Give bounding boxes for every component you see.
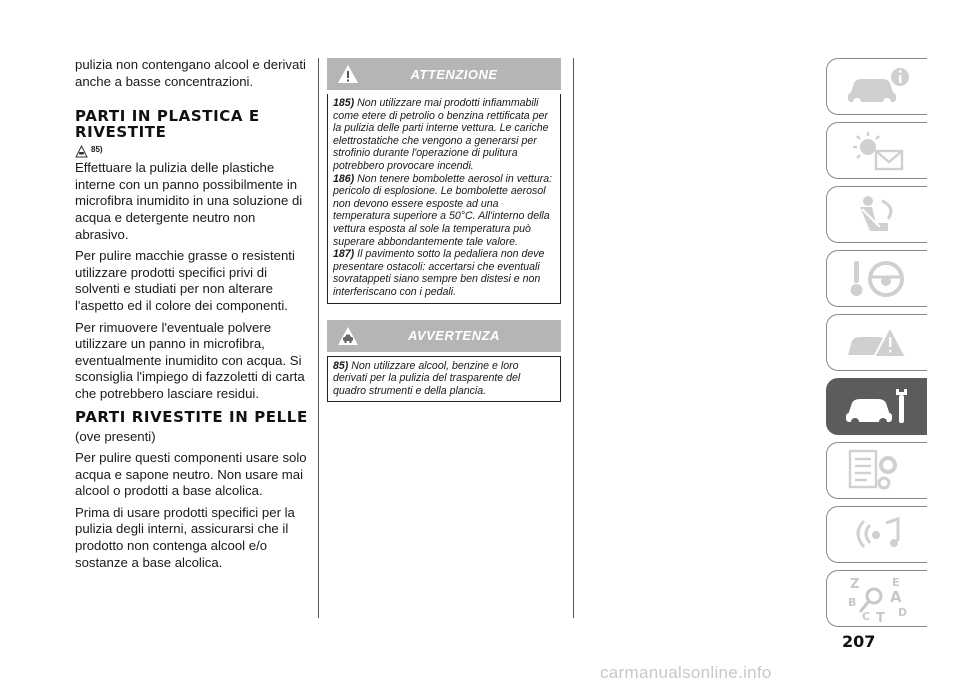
tab-maintenance[interactable] bbox=[826, 378, 927, 435]
avvertenza-item-text: Non utilizzare alcool, benzine e loro derivati per la pulizia del trasparente del quadro strumenti e della plancia. bbox=[333, 359, 521, 397]
paragraph-dust: Per rimuovere l'eventuale polvere utilizzare un panno in microfibra, eventualmente inumidito con acqua. Si sconsiglia l'impiego di fazzoletti di carta che potrebbero lasciare residui. bbox=[75, 319, 305, 401]
attenzione-body bbox=[327, 94, 561, 304]
attenzione-title: ATTENZIONE bbox=[410, 66, 498, 82]
media-icon bbox=[842, 513, 912, 557]
index-letter: T bbox=[876, 610, 885, 624]
avvertenza-header bbox=[327, 320, 561, 352]
attenzione-item bbox=[333, 248, 555, 298]
key-steering-icon bbox=[842, 257, 912, 301]
index-letter: E bbox=[892, 575, 900, 589]
attenzione-item-text: Non tenere bombolette aerosol in vettura: pericolo di esplosione. Le bombolette aerosol non devono essere esposte ad una temperatura superiore a 50°C. All'interno della vettura esposta al sole la temperatura può superare abbondantemente tale valore. bbox=[333, 172, 553, 248]
attenzione-item-number: 186) bbox=[333, 172, 355, 185]
tab-emergency[interactable] bbox=[826, 314, 927, 371]
paragraph-leather-cleaning: Per pulire questi componenti usare solo acqua e sapone neutro. Non usare mai alcool o prodotti a base alcolica. bbox=[75, 450, 307, 499]
tab-safety[interactable] bbox=[826, 186, 927, 243]
watermark: carmanualsonline.info bbox=[600, 663, 772, 682]
car-warning-small-icon bbox=[75, 145, 88, 158]
index-letter: D bbox=[898, 605, 908, 619]
plastic-reference bbox=[75, 144, 311, 158]
tab-lights-messages[interactable] bbox=[826, 122, 927, 179]
warning-triangle-icon bbox=[337, 63, 359, 85]
index-letter: C bbox=[862, 609, 871, 623]
car-caution-icon bbox=[337, 325, 359, 347]
heading-leather: PARTI RIVESTITE IN PELLE bbox=[75, 407, 308, 426]
chapter-sidebar bbox=[826, 58, 928, 634]
avvertenza-item bbox=[333, 360, 555, 398]
index-letter: A bbox=[890, 587, 902, 606]
paragraph-products: Prima di usare prodotti specifici per la pulizia degli interni, assicurarsi che il prodotto non contenga alcool e/o sostanze a base alcolica. bbox=[75, 504, 295, 570]
attenzione-item-number: 185) bbox=[333, 97, 355, 109]
tab-index[interactable] bbox=[826, 570, 927, 627]
avvertenza-item-number: 85) bbox=[333, 359, 349, 372]
heading-plastic: PARTI IN PLASTICA E RIVESTITE bbox=[75, 107, 260, 142]
column-divider-1 bbox=[318, 58, 319, 618]
plastic-reference-number[interactable]: 85) bbox=[91, 144, 103, 154]
attenzione-header bbox=[327, 58, 561, 90]
seat-airbag-icon bbox=[842, 193, 912, 237]
leather-note: (ove presenti) bbox=[75, 428, 156, 444]
attenzione-item bbox=[333, 97, 555, 173]
paragraph-grease-stains: Per pulire macchie grasse o resistenti utilizzare prodotti specifici privi di solventi e studiati per non alterare l'aspetto ed il colore dei componenti. bbox=[75, 248, 295, 313]
index-letter: B bbox=[848, 595, 857, 609]
attenzione-item bbox=[333, 173, 555, 249]
attenzione-item-text: Il pavimento sotto la pedaliera non deve presentare ostacoli: accertarsi che eventuali sovratappeti siano sempre ben distesi e non interferiscano con i pedali. bbox=[333, 248, 545, 298]
avvertenza-title: AVVERTENZA bbox=[408, 328, 500, 343]
tab-multimedia[interactable] bbox=[826, 506, 927, 563]
page-number: 207 bbox=[842, 632, 876, 651]
attenzione-item-number: 187) bbox=[333, 248, 355, 261]
index-letter: Z bbox=[850, 576, 860, 592]
avvertenza-body bbox=[327, 356, 561, 403]
car-warning-icon bbox=[842, 321, 912, 365]
car-info-icon bbox=[842, 65, 912, 109]
index-icon bbox=[842, 574, 912, 624]
attenzione-item-text: Non utilizzare mai prodotti infiammabili come etere di petrolio o benzina rettificata per la pulizia delle parti interne vettura. Le cariche elettrostatiche che vengono a generarsi per strofinio durante l'operazione di pulitura potrebbero provocare incendi. bbox=[333, 97, 549, 172]
tab-vehicle-info[interactable] bbox=[826, 58, 927, 115]
car-maintenance-icon bbox=[842, 385, 912, 429]
lights-message-icon bbox=[842, 129, 912, 173]
column-divider-2 bbox=[573, 58, 574, 618]
warnings-column bbox=[327, 58, 561, 402]
main-column bbox=[75, 57, 311, 576]
tab-technical-data[interactable] bbox=[826, 442, 927, 499]
specs-gears-icon bbox=[842, 449, 912, 493]
paragraph-plastic-cleaning: Effettuare la pulizia delle plastiche interne con un panno possibilmente in microfibra inumidito in una soluzione di acqua e detergente neutro non abrasivo. bbox=[75, 160, 303, 242]
intro-text: pulizia non contengano alcool e derivati anche a basse concentrazioni. bbox=[75, 57, 306, 89]
tab-starting-driving[interactable] bbox=[826, 250, 927, 307]
